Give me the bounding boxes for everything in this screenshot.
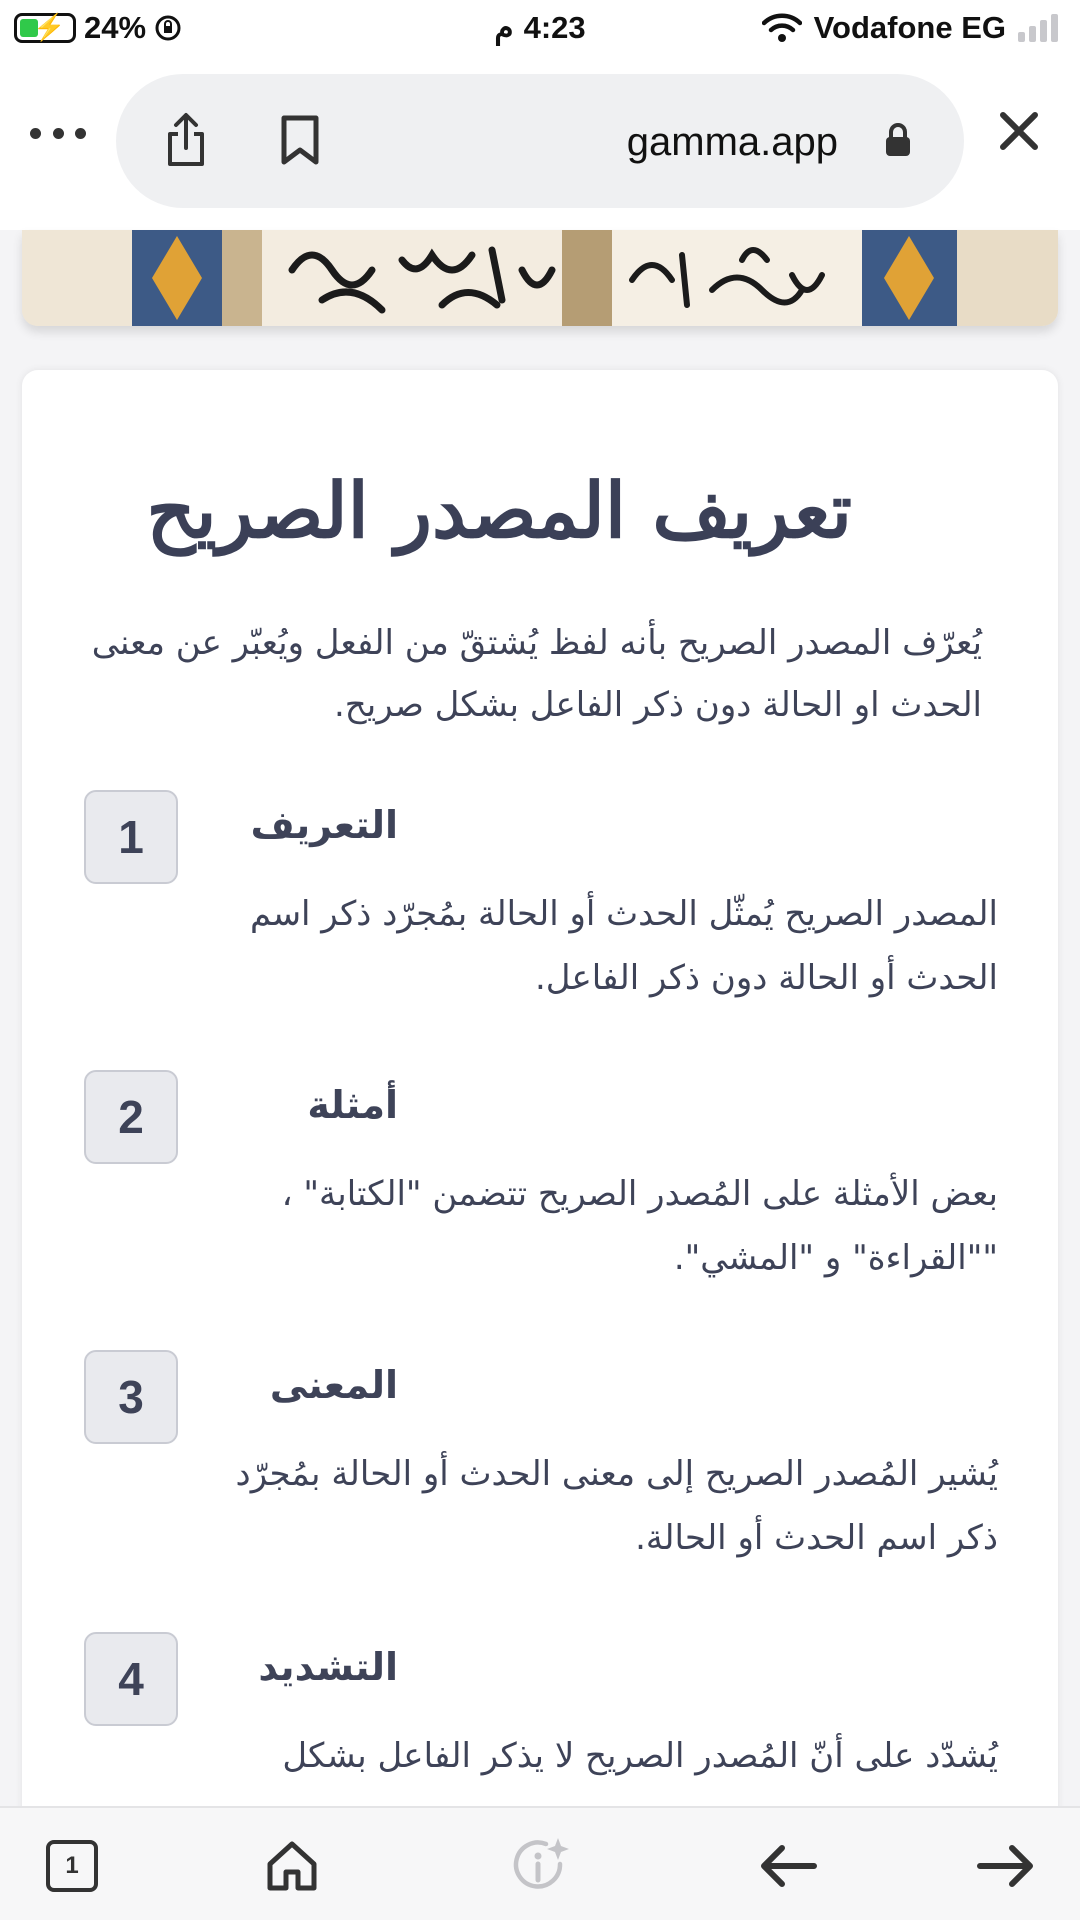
item-number-badge: 1 [84,790,178,884]
home-icon[interactable] [264,1838,320,1894]
status-bar [0,0,1080,64]
forward-arrow-icon[interactable] [976,1842,1036,1890]
home-button[interactable] [252,1826,332,1906]
back-button[interactable] [748,1826,828,1906]
item-number-badge: 3 [84,1350,178,1444]
back-arrow-icon[interactable] [758,1842,818,1890]
info-sparkle-icon[interactable] [510,1834,574,1898]
calligraphy-banner-image [22,230,1058,326]
item-number-badge: 4 [84,1632,178,1726]
battery-percent: 24% [84,10,147,45]
list-item [22,1350,1058,1580]
forward-button[interactable] [966,1826,1046,1906]
status-right [762,8,1058,48]
item-text: المصدر الصريح يُمثّل الحدث أو الحالة بمُجرّد ذكر اسم الحدث أو الحالة دون ذكر الفاعل. [249,894,998,998]
clock-time: 4:23 [523,10,586,45]
item-number-badge: 2 [84,1070,178,1164]
browser-address-bar [0,64,1080,230]
url-field[interactable] [116,74,964,208]
list-item [22,1070,1058,1300]
carrier-name: Vodafone EG [813,10,1006,45]
item-title: أمثلة [307,1083,398,1127]
url-text[interactable]: gamma.app [626,120,838,164]
browser-toolbar [0,1806,1080,1920]
item-title: التشديد [258,1645,398,1689]
page-info-button[interactable] [502,1826,582,1906]
time-suffix: م [494,10,514,45]
signal-icon [1018,14,1058,42]
lock-icon [884,122,912,158]
bookmark-icon[interactable] [280,114,320,166]
close-icon[interactable] [998,110,1040,152]
wifi-icon [762,13,802,43]
tab-count[interactable]: 1 [46,1840,98,1892]
list-item [22,790,1058,1020]
intro-paragraph: يُعرّف المصدر الصريح بأنه لفظ يُشتقّ من الفعل ويُعبّر عن معنى الحدث او الحالة دون ذكر الفاعل بشكل صريح. [91,623,982,725]
hero-image [22,230,1058,326]
item-text: يُشدّد على أنّ المُصدر الصريح لا يذكر الفاعل بشكل [282,1736,998,1776]
content-card [22,370,1058,1920]
item-text: بعض الأمثلة على المُصدر الصريح تتضمن "الكتابة" ، ""القراءة" و "المشي". [281,1174,998,1278]
item-title: التعريف [250,803,398,847]
item-title: المعنى [269,1363,398,1407]
item-text: يُشير المُصدر الصريح إلى معنى الحدث أو الحالة بمُجرّد ذكر اسم الحدث أو الحالة. [235,1454,998,1558]
page-title: تعريف المصدر الصريح [146,466,852,555]
more-icon[interactable] [30,100,86,166]
tabs-button[interactable] [32,1826,112,1906]
share-icon[interactable] [164,112,208,168]
battery-icon: ⚡ [14,13,76,43]
